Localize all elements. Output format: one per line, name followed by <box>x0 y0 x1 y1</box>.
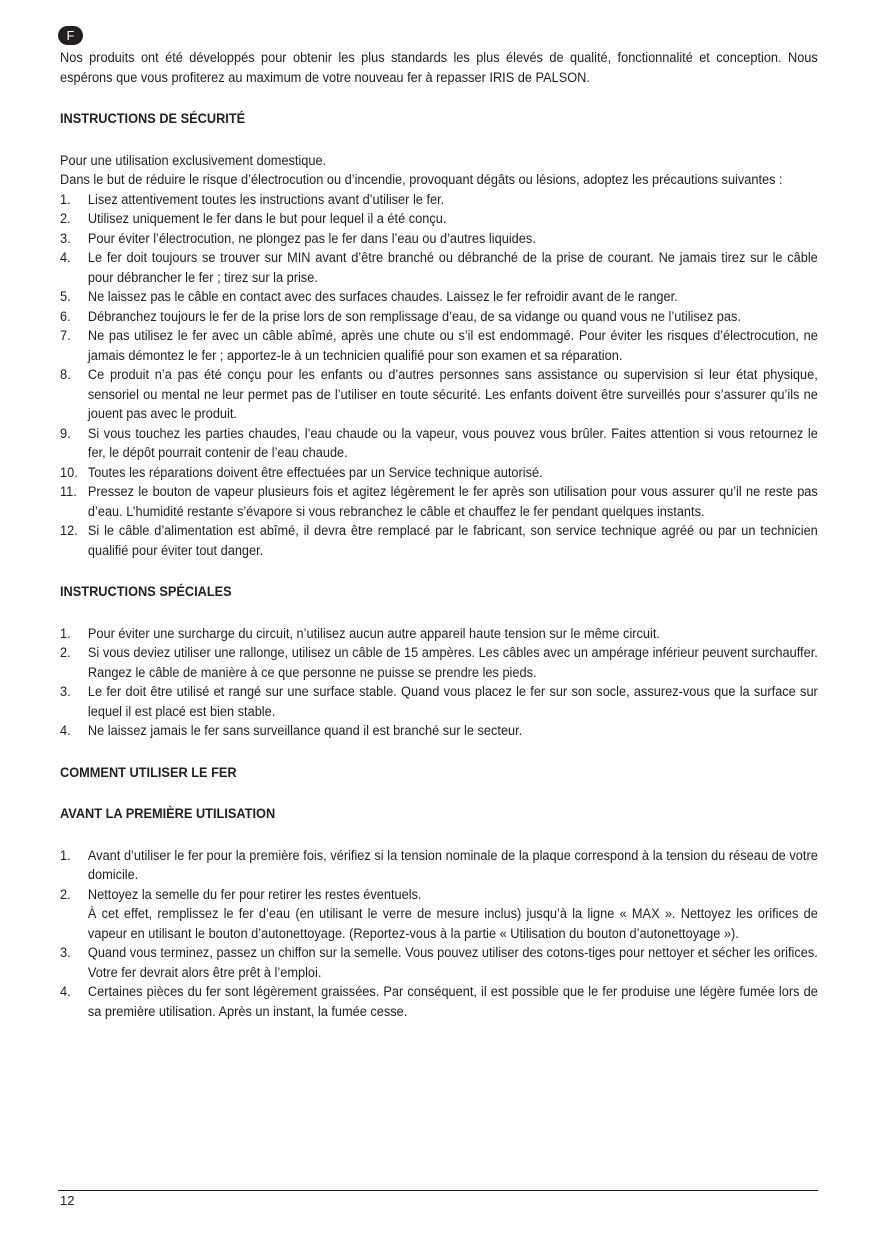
safety-heading: INSTRUCTIONS DE SÉCURITÉ <box>60 111 246 127</box>
list-item-text: Ce produit n’a pas été conçu pour les enfants ou d’autres personnes sans assistance ou supervision si leur état physique, sensoriel ou mental ne leur permet pas de l’utiliser en toute sécurité. Les enfants doivent être surveillés pour s’assurer qu’ils ne jouent pas avec le produit. <box>87 367 818 422</box>
list-item-text: Utilisez uniquement le fer dans le but pour lequel il a été conçu. <box>87 211 447 227</box>
list-item-number: 3. <box>60 230 71 247</box>
list-item-number: 4. <box>60 723 71 739</box>
list-item-number: 7. <box>60 328 71 344</box>
list-item-number: 2. <box>60 211 71 227</box>
list-item <box>60 327 818 366</box>
list-item-number: 5. <box>60 289 71 305</box>
first-use-heading: AVANT LA PREMIÈRE UTILISATION <box>60 806 276 822</box>
list-item-text: Ne laissez pas le câble en contact avec des surfaces chaudes. Laissez le fer refroidir avant de le ranger. <box>87 289 678 305</box>
howto-heading: COMMENT UTILISER LE FER <box>60 764 237 781</box>
list-item <box>60 886 818 945</box>
list-item-text: Si le câble d’alimentation est abîmé, il devra être remplacé par le fabricant, son service technique agréé ou par un technicien qualifié pour éviter tout danger. <box>87 523 818 559</box>
safety-list <box>60 191 818 562</box>
list-item-text: Certaines pièces du fer sont légèrement graissées. Par conséquent, il est possible que le fer produise une légère fumée lors de sa première utilisation. Après un instant, la fumée cesse. <box>87 984 818 1020</box>
list-item-number: 3. <box>60 945 71 961</box>
list-item-text: Lisez attentivement toutes les instructions avant d’utiliser le fer. <box>87 191 445 208</box>
list-item <box>60 308 818 328</box>
list-item-number: 2. <box>60 645 71 661</box>
list-item-text: Ne laissez jamais le fer sans surveillance quand il est branché sur le secteur. <box>87 723 523 739</box>
list-item-text: Débranchez toujours le fer de la prise lors de son remplissage d’eau, de sa vidange ou quand vous ne l’utilisez pas. <box>87 308 741 325</box>
list-item-number: 2. <box>60 886 71 903</box>
list-item <box>60 425 818 464</box>
list-item-number: 3. <box>60 684 71 700</box>
list-item <box>60 644 818 683</box>
safety-line-2: Dans le but de réduire le risque d’électrocution ou d’incendie, provoquant dégâts ou lésions, adoptez les précautions suivantes : <box>60 172 783 188</box>
list-item-number: 12. <box>60 523 78 539</box>
list-item <box>60 191 818 211</box>
page-content <box>60 49 818 1022</box>
list-item <box>60 983 818 1022</box>
list-item-text: Le fer doit toujours se trouver sur MIN avant d’être branché ou débranché de la prise de courant. Ne jamais tirez sur le câble pour débrancher le fer ; tirez sur la prise. <box>87 250 818 286</box>
page-number: 12 <box>60 1193 75 1208</box>
footer-divider <box>58 1190 818 1191</box>
list-item <box>60 625 818 645</box>
special-heading: INSTRUCTIONS SPÉCIALES <box>60 584 232 600</box>
list-item <box>60 683 818 722</box>
list-item-number: 1. <box>60 625 71 642</box>
intro-paragraph: Nos produits ont été développés pour obtenir les plus standards les plus élevés de qualité, fonctionnalité et conception. Nous espérons que vous profiterez au maximum de votre nouveau fer à repasser IRIS de PALSON. <box>60 50 818 86</box>
list-item-text: Toutes les réparations doivent être effectuées par un Service technique autorisé. <box>87 464 543 481</box>
list-item-text: Nettoyez la semelle du fer pour retirer les restes éventuels. <box>87 886 422 903</box>
special-list <box>60 625 818 742</box>
list-item <box>60 464 818 484</box>
list-item <box>60 249 818 288</box>
list-item-number: 1. <box>60 191 71 208</box>
list-item <box>60 210 818 230</box>
list-item-text: Ne pas utilisez le fer avec un câble abîmé, après une chute ou s’il est endommagé. Pour éviter les risques d’électrocution, ne jamais démontez le fer ; apportez-le à un technicien qualifié pour son examen et sa réparation. <box>87 328 818 364</box>
list-item-text: Le fer doit être utilisé et rangé sur une surface stable. Quand vous placez le fer sur son socle, assurez-vous que la surface sur lequel il est placé est bien stable. <box>87 684 818 720</box>
list-item-text-continued: À cet effet, remplissez le fer d’eau (en utilisant le verre de mesure inclus) jusqu’à la ligne « MAX ». Nettoyez les orifices de vapeur en utilisant le bouton d’autonettoyage. (Reportez-vous à la partie « Utilisation du bouton d’autonettoyage »). <box>87 906 818 942</box>
list-item-number: 11. <box>60 484 77 500</box>
list-item-number: 4. <box>60 984 71 1000</box>
language-badge: F <box>58 26 83 45</box>
list-item-text: Pour éviter l’électrocution, ne plongez pas le fer dans l’eau ou d’autres liquides. <box>87 230 536 247</box>
list-item-text: Avant d’utiliser le fer pour la première fois, vérifiez si la tension nominale de la plaque correspond à la tension du réseau de votre domicile. <box>87 847 818 883</box>
list-item <box>60 847 818 886</box>
list-item-number: 4. <box>60 250 71 266</box>
list-item-text: Pressez le bouton de vapeur plusieurs fois et agitez légèrement le fer après son utilisation pour vous assurer qu’il ne reste pas d’eau. L’humidité restante s’évapore si vous rebranchez le câble et chauffez le fer pendant quelques instants. <box>87 484 818 520</box>
first-use-list <box>60 847 818 1023</box>
list-item <box>60 722 818 742</box>
list-item-number: 1. <box>60 847 71 864</box>
list-item-number: 8. <box>60 367 71 383</box>
list-item-text: Si vous touchez les parties chaudes, l’eau chaude ou la vapeur, vous pouvez vous brûler. Faites attention si vous retournez le fer, le dépôt pourrait contenir de l’eau chaude. <box>87 425 818 461</box>
list-item-number: 6. <box>60 308 71 325</box>
list-item-number: 10. <box>60 464 78 481</box>
list-item-text: Si vous deviez utiliser une rallonge, utilisez un câble de 15 ampères. Les câbles avec un ampérage inférieur peuvent surchauffer. Rangez le câble de manière à ce que personne ne puisse se prendre les pieds. <box>87 645 818 681</box>
list-item <box>60 288 818 308</box>
list-item-text: Pour éviter une surcharge du circuit, n’utilisez aucun autre appareil haute tension sur le même circuit. <box>87 625 660 642</box>
list-item <box>60 366 818 425</box>
safety-line-1: Pour une utilisation exclusivement domestique. <box>60 152 327 169</box>
list-item <box>60 944 818 983</box>
list-item <box>60 522 818 561</box>
list-item <box>60 230 818 250</box>
list-item <box>60 483 818 522</box>
list-item-number: 9. <box>60 425 71 442</box>
list-item-text: Quand vous terminez, passez un chiffon sur la semelle. Vous pouvez utiliser des cotons-tiges pour nettoyer et sécher les orifices. Votre fer devrait alors être prêt à l’emploi. <box>87 945 818 981</box>
